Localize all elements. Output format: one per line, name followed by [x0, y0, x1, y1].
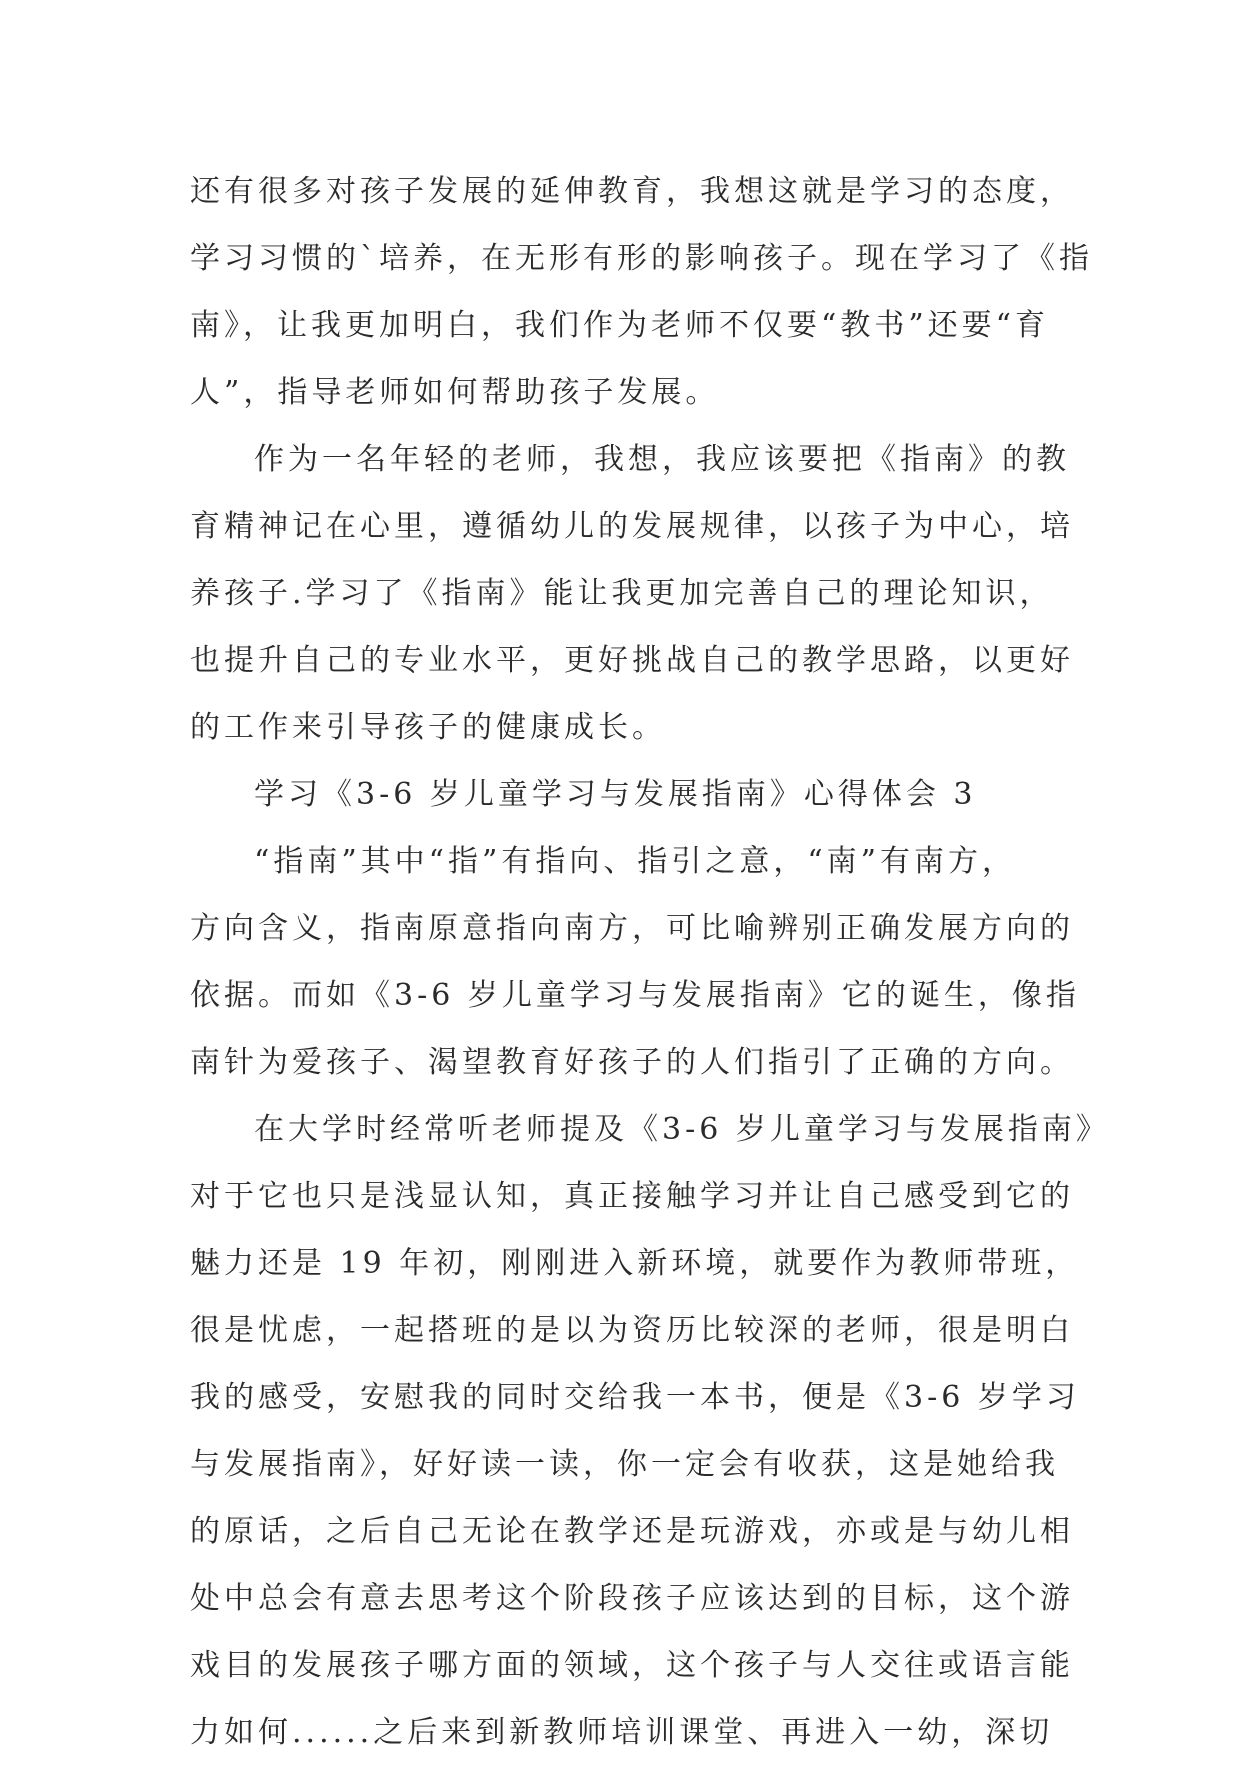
- text-line: 学习习惯的`培养，在无形有形的影响孩子。现在学习了《指: [190, 241, 1093, 276]
- text-line: 还有很多对孩子发展的延伸教育，我想这就是学习的态度，: [190, 174, 1074, 209]
- text-line: “指南”其中“指”有指向、指引之意，“南”有南方，: [254, 844, 1017, 879]
- text-line: 养孩子.学习了《指南》能让我更加完善自己的理论知识，: [190, 576, 1054, 611]
- text-line: 戏目的发展孩子哪方面的领域，这个孩子与人交往或语言能: [190, 1648, 1074, 1683]
- text-line: 育精神记在心里，遵循幼儿的发展规律，以孩子为中心，培: [190, 509, 1074, 544]
- text-line: 我的感受，安慰我的同时交给我一本书，便是《3-6 岁学习: [190, 1380, 1080, 1415]
- text-line: 人”，指导老师如何帮助孩子发展。: [190, 375, 720, 410]
- text-line: 在大学时经常听老师提及《3-6 岁儿童学习与发展指南》: [254, 1112, 1110, 1147]
- text-line: 很是忧虑，一起搭班的是以为资历比较深的老师，很是明白: [190, 1313, 1074, 1348]
- text-line: 方向含义，指南原意指向南方，可比喻辨别正确发展方向的: [190, 911, 1074, 946]
- text-line: 魅力还是 19 年初，刚刚进入新环境，就要作为教师带班，: [190, 1246, 1080, 1281]
- text-line: 南针为爱孩子、渴望教育好孩子的人们指引了正确的方向。: [190, 1045, 1074, 1080]
- text-line: 与发展指南》，好好读一读，你一定会有收获，这是她给我: [190, 1447, 1059, 1482]
- text-line: 也提升自己的专业水平，更好挑战自己的教学思路，以更好: [190, 643, 1074, 678]
- text-line: 学习《3-6 岁儿童学习与发展指南》心得体会 3: [254, 777, 977, 812]
- text-line: 的原话，之后自己无论在教学还是玩游戏，亦或是与幼儿相: [190, 1514, 1074, 1549]
- text-line: 处中总会有意去思考这个阶段孩子应该达到的目标，这个游: [190, 1581, 1074, 1616]
- text-line: 对于它也只是浅显认知，真正接触学习并让自己感受到它的: [190, 1179, 1074, 1214]
- text-line: 的工作来引导孩子的健康成长。: [190, 710, 666, 745]
- text-line: 作为一名年轻的老师，我想，我应该要把《指南》的教: [254, 442, 1070, 477]
- text-line: 力如何......之后来到新教师培训课堂、再进入一幼，深切: [190, 1715, 1054, 1750]
- document-body: [190, 158, 1110, 1766]
- text-line: 依据。而如《3-6 岁儿童学习与发展指南》它的诞生，像指: [190, 978, 1080, 1013]
- text-line: 南》，让我更加明白，我们作为老师不仅要“教书”还要“育: [190, 308, 1050, 343]
